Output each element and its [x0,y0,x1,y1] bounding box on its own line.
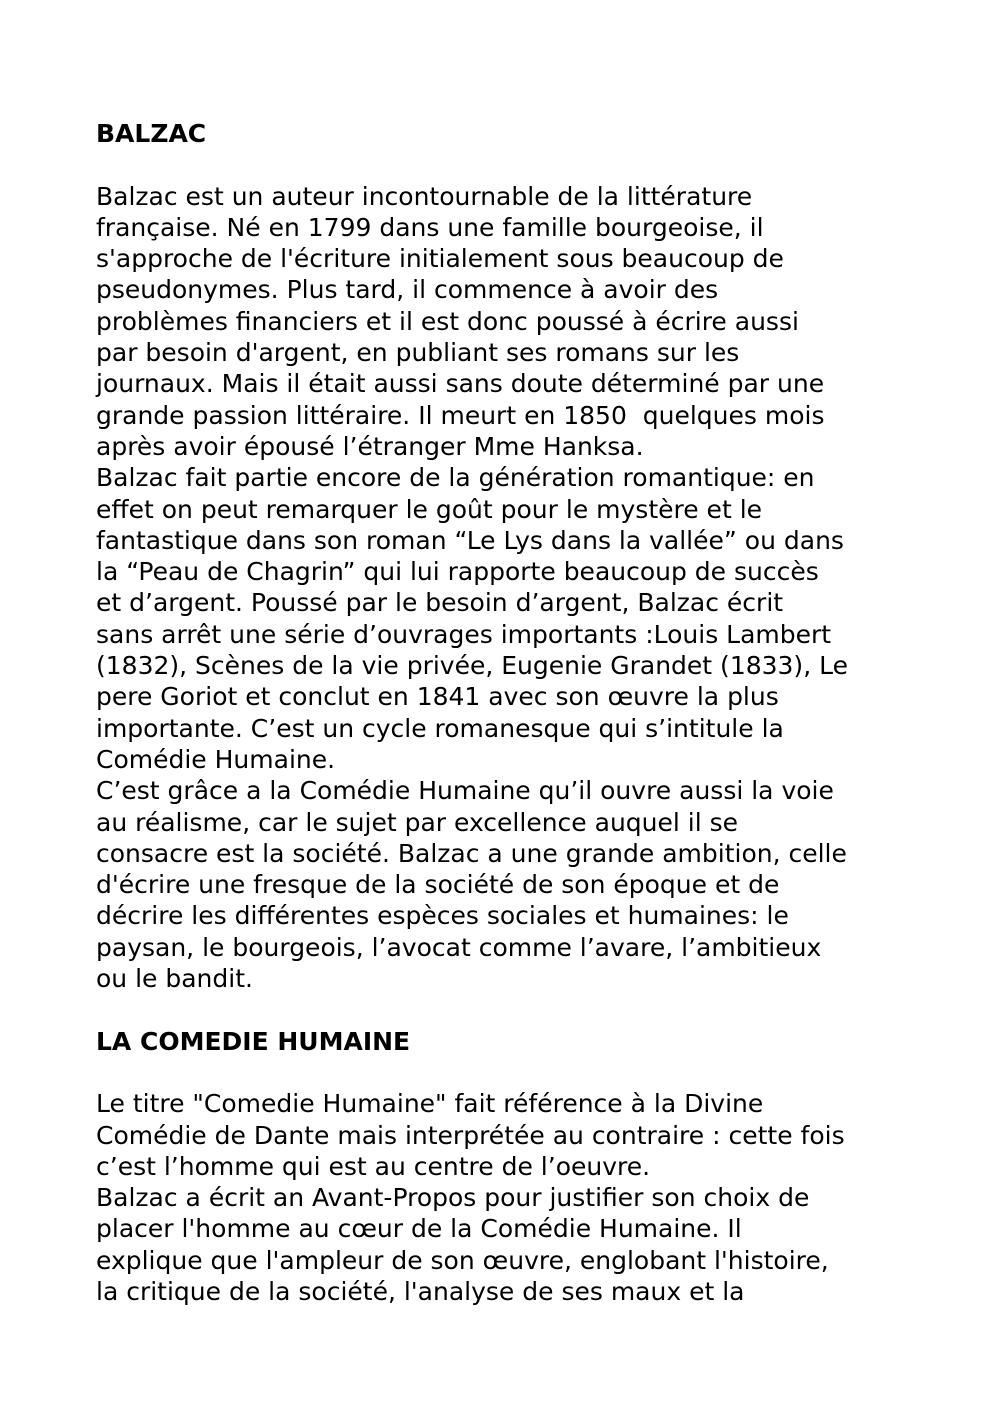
text-line: grande passion littéraire. Il meurt en 1850 quelques mois [96,400,825,430]
text-line: importante. C’est un cycle romanesque qui s’intitule la [96,713,784,743]
text-line: Le titre "Comedie Humaine" fait référence à la Divine [96,1089,764,1119]
spacer [96,994,926,1025]
section-body-comedie-humaine [96,1088,926,1307]
text-line: Balzac a écrit an Avant-Propos pour justifier son choix de [96,1183,810,1213]
text-line: sans arrêt une série d’ouvrages importants :Louis Lambert [96,619,832,649]
text-line: pere Goriot et conclut en 1841 avec son œuvre la plus [96,682,779,712]
text-line: (1832), Scènes de la vie privée, Eugenie Grandet (1833), Le [96,651,848,681]
text-line: consacre est la société. Balzac a une grande ambition, celle [96,838,847,868]
text-line: effet on peut remarquer le goût pour le mystère et le [96,494,763,524]
document-page [96,118,926,1307]
text-line: Balzac est un auteur incontournable de la littérature [96,181,753,211]
text-line: paysan, le bourgeois, l’avocat comme l’avare, l’ambitieux [96,932,822,962]
text-line: française. Né en 1799 dans une famille bourgeoise, il [96,212,764,242]
text-line: explique que l'ampleur de son œuvre, englobant l'histoire, [96,1245,829,1275]
text-line: fantastique dans son roman “Le Lys dans la vallée” ou dans [96,525,844,555]
text-line: au réalisme, car le sujet par excellence auquel il se [96,807,739,837]
spacer [96,1057,926,1088]
section-heading-balzac: BALZAC [96,119,207,148]
text-line: la “Peau de Chagrin” qui lui rapporte beaucoup de succès [96,557,819,587]
text-line: après avoir épousé l’étranger Mme Hanksa. [96,431,644,461]
text-line: la critique de la société, l'analyse de ses maux et la [96,1276,745,1306]
text-line: Balzac fait partie encore de la génération romantique: en [96,463,815,493]
text-line: et d’argent. Poussé par le besoin d’argent, Balzac écrit [96,588,784,618]
text-line: c’est l’homme qui est au centre de l’oeuvre. [96,1151,651,1181]
text-line: Comédie Humaine. [96,744,336,774]
text-line: par besoin d'argent, en publiant ses romans sur les [96,338,740,368]
text-line: placer l'homme au cœur de la Comédie Humaine. Il [96,1214,742,1244]
text-line: pseudonymes. Plus tard, il commence à avoir des [96,275,719,305]
text-line: d'écrire une fresque de la société de son époque et de [96,870,780,900]
text-line: décrire les différentes espèces sociales et humaines: le [96,901,789,931]
text-line: C’est grâce a la Comédie Humaine qu’il ouvre aussi la voie [96,776,834,806]
text-line: journaux. Mais il était aussi sans doute déterminé par une [96,369,825,399]
text-line: s'approche de l'écriture initialement sous beaucoup de [96,244,784,274]
text-line: problèmes financiers et il est donc poussé à écrire aussi [96,306,799,336]
text-line: ou le bandit. [96,964,253,994]
spacer [96,149,926,180]
section-body-balzac [96,181,926,995]
section-heading-comedie-humaine: LA COMEDIE HUMAINE [96,1026,411,1056]
text-line: Comédie de Dante mais interprétée au contraire : cette fois [96,1120,845,1150]
